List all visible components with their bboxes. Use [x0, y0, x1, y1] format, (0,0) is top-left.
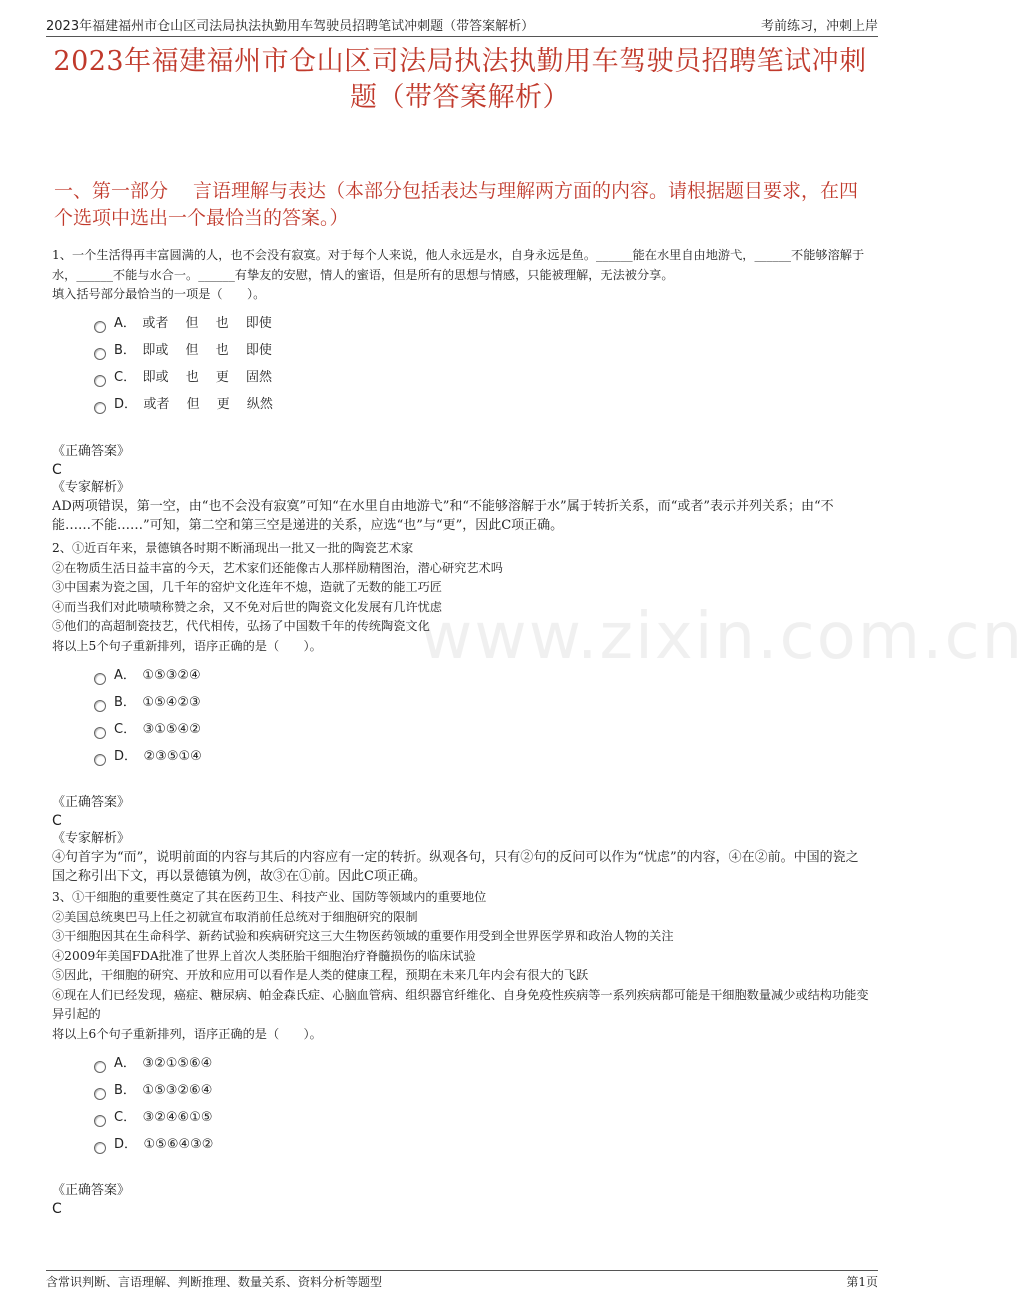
option-c[interactable] [94, 365, 870, 392]
question-stem-line: 1、一个生活得再丰富圆满的人，也不会没有寂寞。对于每个人来说，他人永远是水，自身永远是鱼。______能在水里自由地游弋，______不能够溶解于水，______不能与水合一。______有挚友的安慰，情人的蜜语，但是所有的思想与情感，只能被理解，无法被分享。 [52, 248, 865, 282]
option-label: A． ③②①⑤⑥④ [114, 1055, 213, 1071]
radio-icon[interactable] [94, 375, 106, 387]
option-label: D． ②③⑤①④ [114, 748, 202, 764]
answer-value: C [52, 1201, 62, 1217]
page-footer [46, 1270, 878, 1290]
question-prompt: 填入括号部分最恰当的一项是（ ）。 [52, 287, 266, 301]
question-stem-line: ④而当我们对此啧啧称赞之余，又不免对后世的陶瓷文化发展有几许忧虑 [52, 599, 442, 614]
option-d[interactable] [94, 1131, 870, 1158]
analysis-text: AD两项错误，第一空，由“也不会没有寂寞”可知“在水里自由地游弋”和“不能够溶解于水”属于转折关系，而“或者”表示并列关系；由“不能……不能……”可知，第二空和第三空是递进的关系，应选“也”与“更”，因此C项正确。 [52, 498, 834, 533]
question-prompt: 将以上5个句子重新排列，语序正确的是（ ）。 [52, 638, 322, 653]
question-2 [52, 539, 870, 886]
option-d[interactable] [94, 743, 870, 770]
radio-icon[interactable] [94, 1061, 106, 1073]
page-title: 2023年福建福州市仓山区司法局执法执勤用车驾驶员招聘笔试冲刺题（带答案解析） [53, 46, 867, 113]
option-a[interactable] [94, 1050, 870, 1077]
option-label: B． ①⑤④②③ [114, 694, 201, 710]
question-stem-line: 3、①干细胞的重要性奠定了其在医药卫生、科技产业、国防等领域内的重要地位 [52, 890, 487, 904]
option-list [94, 311, 870, 419]
question-3 [52, 888, 870, 1218]
option-label: C． 即或 也 更 固然 [114, 370, 272, 386]
radio-icon[interactable] [94, 1115, 106, 1127]
option-list [94, 662, 870, 770]
radio-icon[interactable] [94, 673, 106, 685]
answer-label: 《正确答案》 [52, 1183, 131, 1198]
option-label: A． 或者 但 也 即使 [114, 316, 272, 332]
radio-icon[interactable] [94, 321, 106, 333]
radio-icon[interactable] [94, 727, 106, 739]
radio-icon[interactable] [94, 1088, 106, 1100]
page-header [46, 12, 878, 37]
analysis-text: ④句首字为“而”，说明前面的内容与其后的内容应有一定的转折。纵观各句，只有②句的反问可以作为“忧虑”的内容，④在②前。中国的瓷之国之称引出下文，再以景德镇为例，故③在①前。因此C项正确。 [52, 850, 859, 884]
answer-value: C [52, 813, 62, 829]
option-c[interactable] [94, 1104, 870, 1131]
analysis-label: 《专家解析》 [52, 831, 131, 846]
option-label: D． 或者 但 更 纵然 [114, 397, 273, 413]
radio-icon[interactable] [94, 402, 106, 414]
answer-label: 《正确答案》 [52, 443, 131, 459]
header-doc-title: 2023年福建福州市仓山区司法局执法执勤用车驾驶员招聘笔试冲刺题（带答案解析） [46, 19, 535, 34]
radio-icon[interactable] [94, 1142, 106, 1154]
option-b[interactable] [94, 1077, 870, 1104]
option-label: C． ③①⑤④② [114, 721, 201, 737]
option-label: B． ①⑤③②⑥④ [114, 1082, 213, 1098]
analysis-label: 《专家解析》 [52, 479, 131, 495]
option-label: C． ③②④⑥①⑤ [114, 1109, 213, 1125]
question-stem-line: ②在物质生活日益丰富的今天，艺术家们还能像古人那样励精图治，潜心研究艺术吗 [52, 560, 503, 575]
option-label: B． 即或 但 也 即使 [114, 343, 272, 359]
option-c[interactable] [94, 716, 870, 743]
question-stem-line: ②美国总统奥巴马上任之初就宣布取消前任总统对于细胞研究的限制 [52, 909, 418, 924]
radio-icon[interactable] [94, 700, 106, 712]
radio-icon[interactable] [94, 348, 106, 360]
question-stem-line: ③中国素为瓷之国，几千年的窑炉文化连年不熄，造就了无数的能工巧匠 [52, 580, 442, 594]
question-stem-line: ③干细胞因其在生命科学、新药试验和疾病研究这三大生物医药领域的重要作用受到全世界医学界和政治人物的关注 [52, 929, 674, 943]
question-prompt: 将以上6个句子重新排列，语序正确的是（ ）。 [52, 1026, 322, 1041]
question-stem-line: ④2009年美国FDA批准了世界上首次人类胚胎干细胞治疗脊髓损伤的临床试验 [52, 948, 476, 963]
option-label: A． ①⑤③②④ [114, 667, 201, 683]
option-label: D． ①⑤⑥④③② [114, 1136, 214, 1152]
radio-icon[interactable] [94, 754, 106, 766]
section-heading: 一、第一部分 言语理解与表达（本部分包括表达与理解两方面的内容。请根据题目要求，在四个选项中选出一个最恰当的答案。） [54, 180, 859, 229]
question-1 [52, 246, 870, 535]
option-b[interactable] [94, 689, 870, 716]
footer-question-types: 含常识判断、言语理解、判断推理、数量关系、资料分析等题型 [46, 1275, 383, 1289]
option-a[interactable] [94, 311, 870, 338]
option-d[interactable] [94, 392, 870, 419]
watermark-text: www.zixin.com.cn [420, 600, 1024, 674]
answer-value: C [52, 461, 62, 478]
question-stem-line: ⑥现在人们已经发现，癌症、糖尿病、帕金森氏症、心脑血管病、组织器官纤维化、自身免疫性疾病等一系列疾病都可能是干细胞数量减少或结构功能变异引起的 [52, 987, 869, 1021]
option-a[interactable] [94, 662, 870, 689]
answer-label: 《正确答案》 [52, 795, 131, 810]
header-slogan: 考前练习，冲刺上岸 [760, 19, 878, 34]
question-stem-line: 2、①近百年来，景德镇各时期不断涌现出一批又一批的陶瓷艺术家 [52, 541, 414, 555]
question-stem-line: ⑤因此，干细胞的研究、开放和应用可以看作是人类的健康工程，预期在未来几年内会有很大的飞跃 [52, 968, 589, 982]
option-b[interactable] [94, 338, 870, 365]
question-stem-line: ⑤他们的高超制瓷技艺，代代相传，弘扬了中国数千年的传统陶瓷文化 [52, 619, 430, 633]
page-number: 第1页 [846, 1275, 878, 1289]
option-list [94, 1050, 870, 1158]
